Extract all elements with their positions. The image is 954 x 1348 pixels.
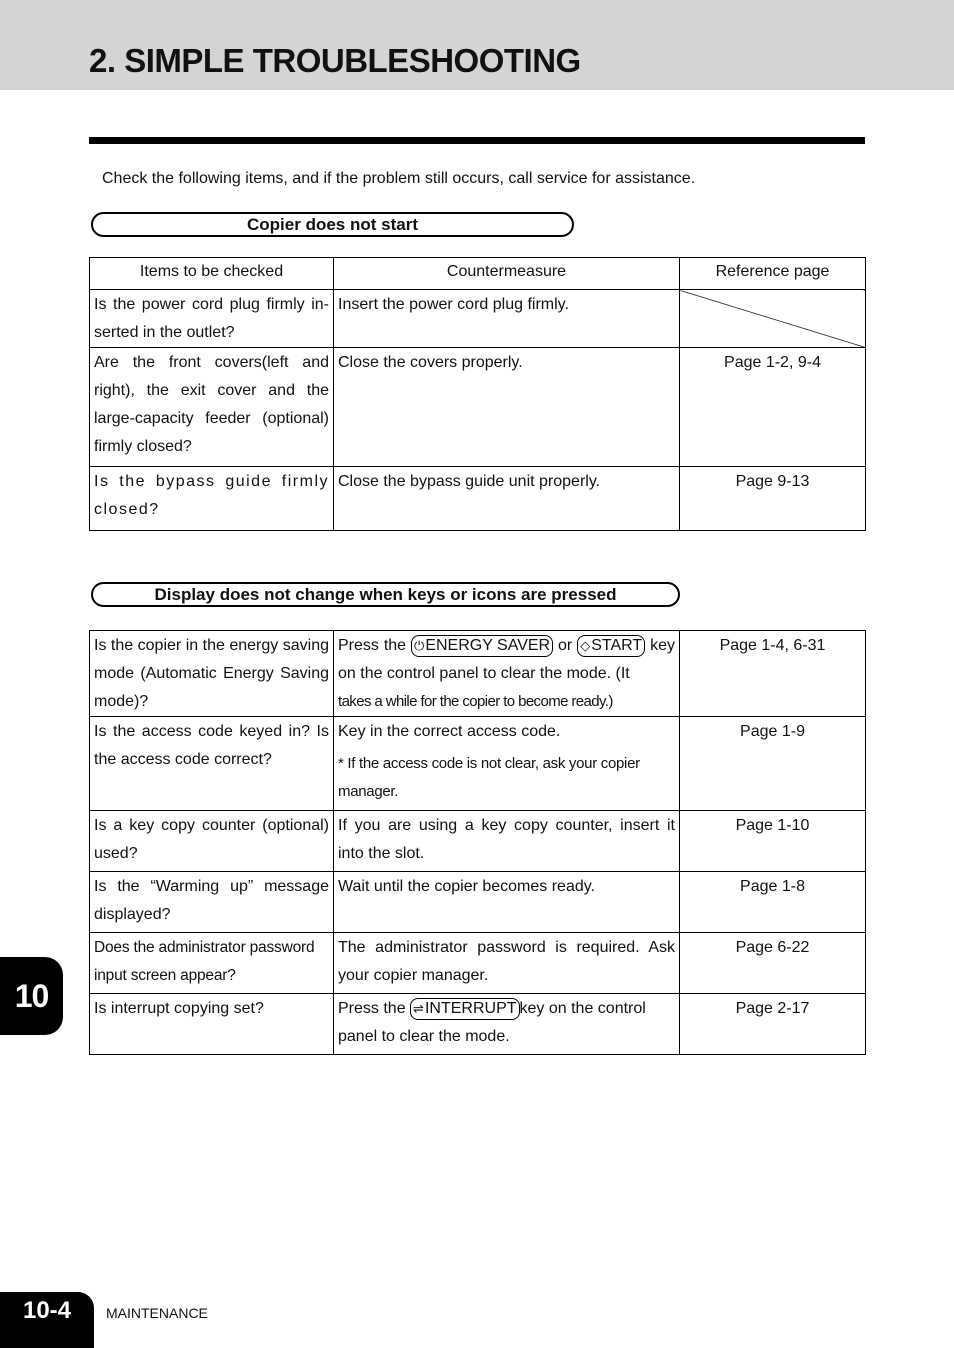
section-title-copier-not-start: Copier does not start (91, 212, 574, 237)
ref-cell: Page 9-13 (680, 467, 866, 531)
measure-cell: The administrator password is required. Ask your copier manager. (334, 933, 680, 994)
measure-cell: Insert the power cord plug firmly. (334, 290, 680, 348)
key-label: INTERRUPT (424, 1000, 517, 1017)
key-label: ENERGY SAVER (425, 637, 551, 654)
check-cell: Is the “Warming up” message displayed? (90, 872, 334, 933)
ref-cell: Page 1-4, 6-31 (680, 631, 866, 717)
measure-cell: If you are using a key copy counter, insert it into the slot. (334, 811, 680, 872)
intro-text: Check the following items, and if the problem still occurs, call service for assistance. (102, 170, 696, 187)
measure-cell (334, 631, 680, 717)
measure-cell: Close the bypass guide unit properly. (334, 467, 680, 531)
footer-section-label: MAINTENANCE (106, 1305, 208, 1321)
page-number: 10-4 (0, 1292, 94, 1348)
check-cell: Is the power cord plug firmly in-serted in the outlet? (90, 290, 334, 348)
table-row (90, 994, 866, 1055)
page-title: 2. SIMPLE TROUBLESHOOTING (89, 42, 581, 79)
display-not-change-table (89, 630, 866, 1055)
measure-text: Key in the correct access code. (338, 723, 561, 740)
check-cell: Is the bypass guide firmly closed? (90, 467, 334, 531)
title-rule (89, 137, 865, 144)
measure-text: Press the (338, 1000, 406, 1017)
table-row (90, 631, 866, 717)
table-row (90, 717, 866, 811)
check-cell: Does the administrator password input screen appear? (90, 933, 334, 994)
header-check: Items to be checked (90, 258, 334, 290)
measure-note: takes a while for the copier to become ready.) (338, 693, 613, 710)
table-header-row (90, 258, 866, 290)
check-cell: Is interrupt copying set? (90, 994, 334, 1055)
ref-cell: Page 1-10 (680, 811, 866, 872)
ref-cell: Page 1-9 (680, 717, 866, 811)
measure-note: * If the access code is not clear, ask your copier manager. (338, 755, 640, 800)
check-cell: Are the front covers(left and right), the exit cover and the large-capacity feeder (optional) firmly closed? (90, 348, 334, 467)
header-ref: Reference page (680, 258, 866, 290)
chapter-tab: 10 (0, 957, 63, 1035)
power-leaf-icon: ⏻ (414, 638, 425, 653)
table-row (90, 872, 866, 933)
start-key (577, 635, 645, 657)
table-row (90, 290, 866, 348)
ref-cell: Page 1-8 (680, 872, 866, 933)
measure-text: key on the control panel to clear the mode. (It (338, 637, 676, 682)
measure-cell: Close the covers properly. (334, 348, 680, 467)
ref-cell: Page 2-17 (680, 994, 866, 1055)
interrupt-icon: ⇌ (413, 1001, 424, 1016)
measure-text: Press the (338, 637, 407, 654)
ref-cell-empty (680, 290, 866, 348)
measure-text: key on the control panel to clear the mode. (338, 1000, 646, 1045)
measure-text: or (558, 637, 573, 654)
table-row (90, 811, 866, 872)
key-label: START (591, 637, 643, 654)
check-cell: Is the copier in the energy saving mode (Automatic Energy Saving mode)? (90, 631, 334, 717)
ref-cell: Page 6-22 (680, 933, 866, 994)
ref-cell: Page 1-2, 9-4 (680, 348, 866, 467)
header-measure: Countermeasure (334, 258, 680, 290)
check-cell: Is a key copy counter (optional) used? (90, 811, 334, 872)
interrupt-key (410, 998, 519, 1020)
measure-cell (334, 717, 680, 811)
diamond-start-icon: ◇ (580, 638, 591, 653)
table-row (90, 348, 866, 467)
table-row (90, 933, 866, 994)
copier-not-start-table (89, 257, 866, 531)
section-title-display-not-change: Display does not change when keys or icons are pressed (91, 582, 680, 607)
measure-cell (334, 994, 680, 1055)
energy-saver-key (411, 635, 553, 657)
table-row (90, 467, 866, 531)
measure-cell: Wait until the copier becomes ready. (334, 872, 680, 933)
check-cell: Is the access code keyed in? Is the access code correct? (90, 717, 334, 811)
